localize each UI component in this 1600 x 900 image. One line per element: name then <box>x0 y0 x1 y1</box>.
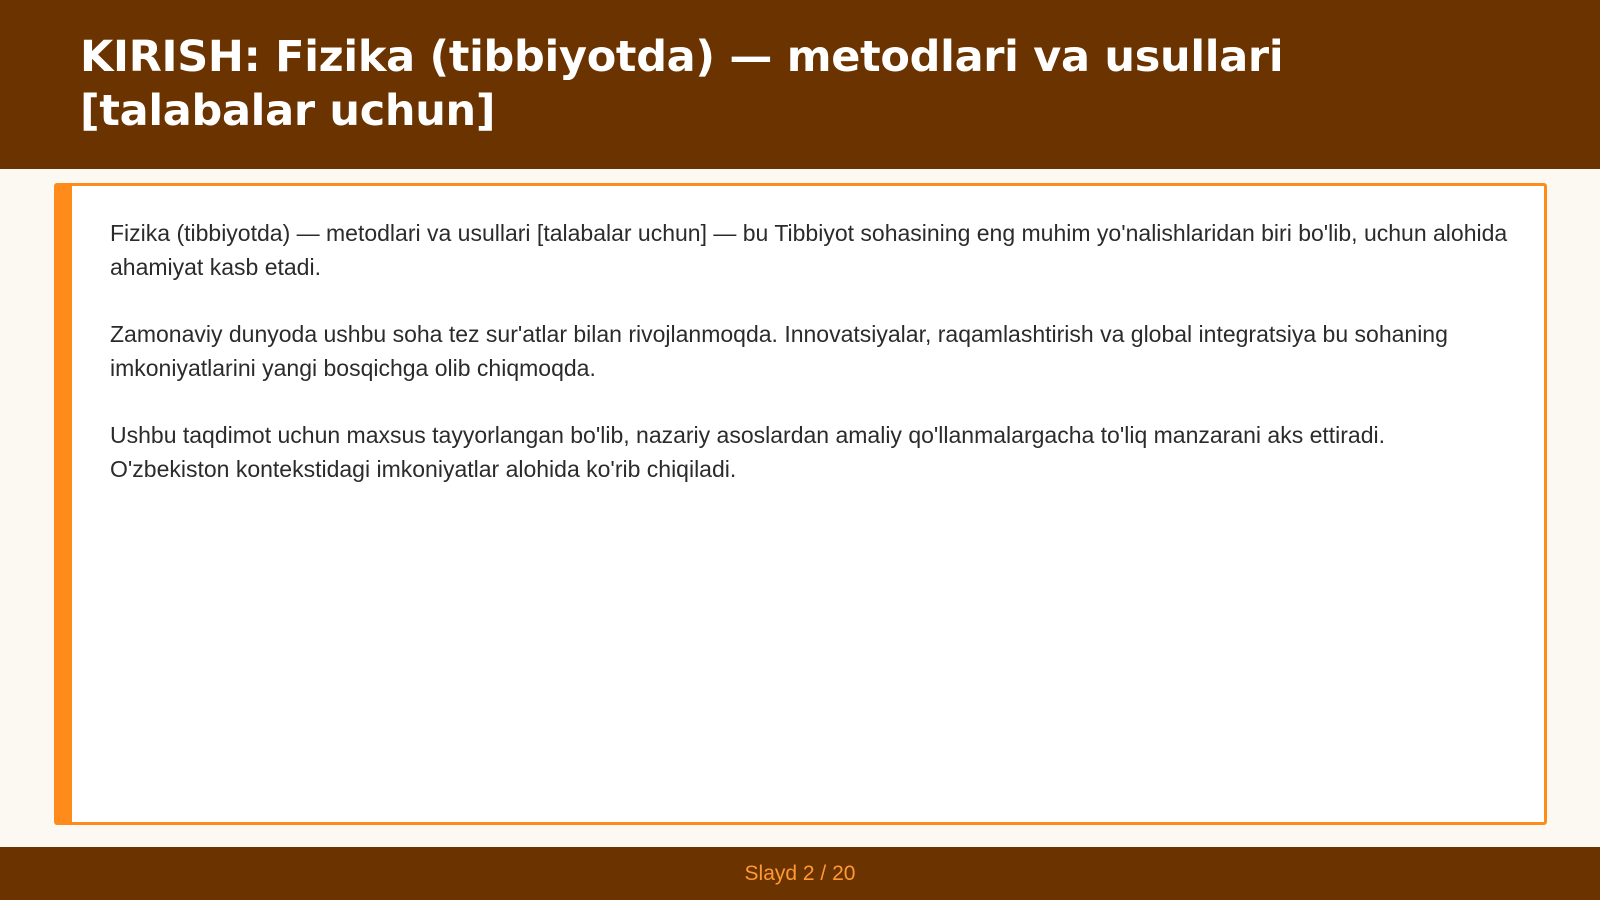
paragraph-intro: Fizika (tibbiyotda) — metodlari va usullari [talabalar uchun] — bu Tibbiyot sohasining eng muhim yo'nalishlaridan biri bo'lib, uchun alohida ahamiyat kasb etadi. <box>110 220 1508 280</box>
slide-counter: Slayd 2 / 20 <box>744 861 856 885</box>
paragraph-modern: Zamonaviy dunyoda ushbu soha tez sur'atlar bilan rivojlanmoqda. Innovatsiyalar, raqamlashtirish va global integratsiya bu sohaning imkoniyatlarini yangi bosqichga olib chiqmoqda. <box>110 321 1448 381</box>
slide-title: KIRISH: Fizika (tibbiyotda) — metodlari va usullari [talabalar uchun] <box>80 32 1284 136</box>
content-box <box>54 183 1547 825</box>
slide-footer <box>0 847 1600 900</box>
slide-header <box>0 0 1600 169</box>
paragraph-purpose: Ushbu taqdimot uchun maxsus tayyorlangan bo'lib, nazariy asoslardan amaliy qo'llanmalargacha to'liq manzarani aks ettiradi. O'zbekiston kontekstidagi imkoniyatlar alohida ko'rib chiqiladi. <box>110 422 1386 482</box>
